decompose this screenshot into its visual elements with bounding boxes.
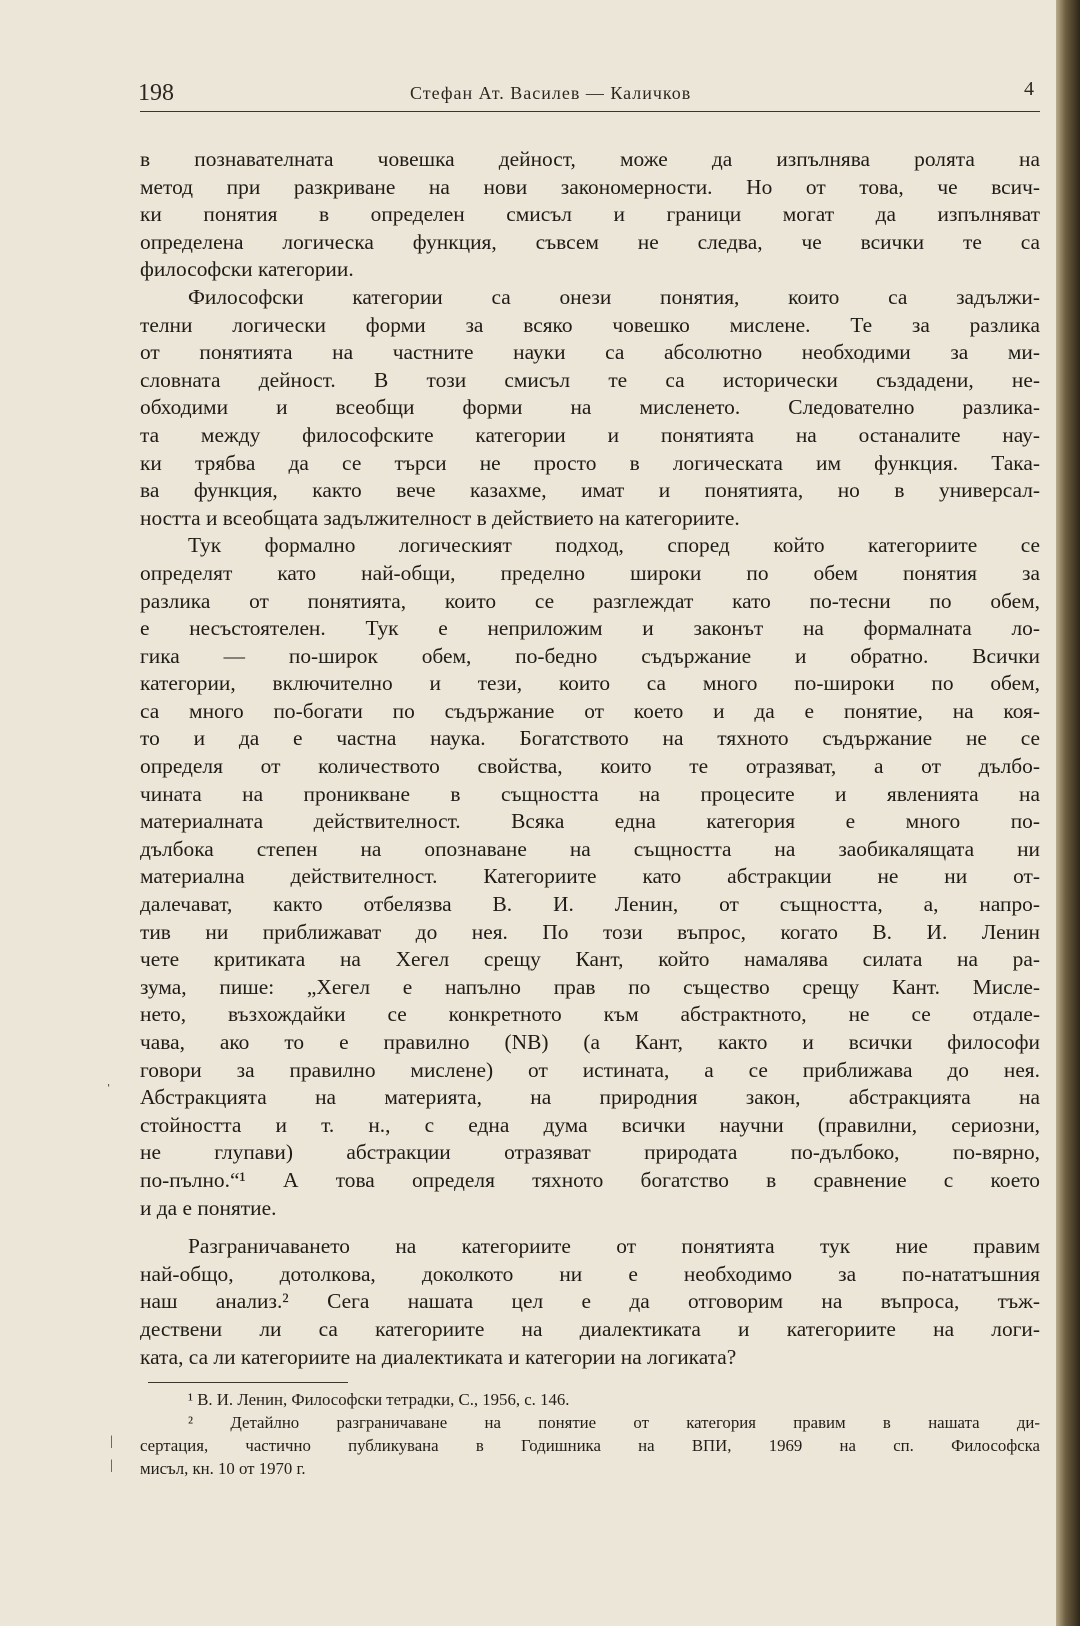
text-line: по-пълно.“¹ А това определя тяхното богатство в сравнение с което [140,1167,1040,1192]
footnote-rule [148,1382,348,1383]
margin-tick: ˈ [106,1082,112,1099]
paragraph-4 [140,1233,1040,1371]
paragraph-2 [140,284,1040,532]
page-number: 198 [138,80,174,106]
running-head: Стефан Ат. Василев — Каличков [410,83,692,103]
text-line: са много по-богати по съдържание от което и да е понятие, на коя- [140,698,1040,723]
footnote-1: ¹ В. И. Ленин, Философски тетрадки, С., 1956, с. 146. [188,1390,570,1409]
text-line: определена логическа функция, съвсем не следва, че всички те са [140,229,1040,254]
text-line: ки трябва да се търси не просто в логическата им функция. Така- [140,450,1040,475]
text-line: стойността и т. н., с една дума всички научни (правилни, сериозни, [140,1112,1040,1137]
text-line: най-общо, дотолкова, доколкото ни е необходимо за по-нататъшния [140,1261,1040,1286]
text-line: Тук формално логическият подход, според който категориите се [188,533,1040,558]
text-line: далечават, както отбелязва В. И. Ленин, от същността, а, напро- [140,892,1040,917]
text-line: ки понятия в определен смисъл и граници могат да изпълняват [140,202,1040,227]
text-line: определя от количеството свойства, които те отразяват, а от дълбо- [140,754,1040,779]
text-line: дествени ли са категориите на диалектиката и категориите на логи- [140,1316,1040,1341]
text-line: ва функция, както вече казахме, имат и понятията, но в универсал- [140,478,1040,503]
text-line: не глупави) абстракции отразяват природата по-дълбоко, по-вярно, [140,1140,1040,1165]
paragraph-3 [140,532,1040,1222]
text-line: материалната действителност. Всяка една категория е много по- [140,809,1040,834]
text-line: чете критиката на Хегел срещу Кант, който намалява силата на ра- [140,947,1040,972]
text-line: Философски категории са онези понятия, които са задължи- [188,284,1040,309]
footnote-2-line: ² Детайлно разграничаване на понятие от категория правим в нашата ди- [188,1413,1040,1432]
page-header [138,80,1038,110]
text-line: метод при разкриване на нови закономерности. Но от това, че всич- [140,174,1040,199]
footnote-2-line: сертация, частично публикувана в Годишника на ВПИ, 1969 на сп. Философска [140,1436,1040,1455]
text-line: гика — по-широк обем, по-бедно съдържание и обратно. Всички [140,643,1040,668]
text-line: словната дейност. В този смисъл те са исторически създадени, не- [140,367,1040,392]
text-line: чава, ако то е правилно (NB) (а Кант, както и всички философи [140,1030,1040,1054]
text-line: наш анализ.² Сега нашата цел е да отговорим на въпроса, тъж- [140,1289,1040,1314]
paragraph-1 [140,146,1040,284]
text-line: и да е понятие. [140,1195,277,1220]
text-line: ността и всеобщата задължителност в действието на категориите. [140,505,740,530]
text-line: философски категории. [140,257,354,282]
text-line: чината на проникване в същността на процесите и явленията на [140,781,1040,806]
header-rule [140,111,1040,112]
text-line: та между философските категории и понятията на останалите нау- [140,422,1040,447]
text-line: Абстракцията на материята, на природния закон, абстракцията на [140,1085,1040,1110]
text-line: ката, са ли категориите на диалектиката и категории на логиката? [140,1344,737,1369]
book-spine-shadow [1056,0,1080,1626]
text-line: в познавателната човешка дейност, може да изпълнява ролята на [140,147,1040,171]
text-line: то и да е частна наука. Богатството на тяхното съдържание не се [140,726,1040,751]
footnotes [140,1388,1040,1480]
header-mark: 4 [1024,78,1034,100]
text-line: определят като най-общи, пределно широки по обем понятия за [140,560,1040,585]
text-line: категории, включително и тези, които са много по-широки по обем, [140,671,1040,696]
text-line: дълбока степен на опознаване на същността на заобикалящата ни [140,836,1040,861]
text-line: от понятията на частните науки са абсолютно необходими за ми- [140,340,1040,365]
footnote-2-line: мисъл, кн. 10 от 1970 г. [140,1459,306,1478]
text-line: е несъстоятелен. Тук е неприложим и законът на формалната ло- [140,616,1040,641]
text-line: нето, възхождайки се конкретното към абстрактното, не се отдале- [140,1002,1040,1027]
text-line: материална действителност. Категориите като абстракции не ни от- [140,864,1040,889]
text-line: обходими и всеобщи форми на мисленето. Следователно разлика- [140,395,1040,420]
text-line: говори за правилно мислене) от истината, а се приближава до нея. [140,1057,1040,1082]
margin-tick: | [110,1434,113,1449]
text-line: Разграничаването на категориите от понятията тук ние правим [188,1234,1040,1259]
body-text [140,146,1040,1371]
text-line: зума, пише: „Хегел е напълно прав по същество срещу Кант. Мисле- [140,974,1040,999]
text-line: тив ни приближават до нея. По този въпрос, когато В. И. Ленин [140,919,1040,944]
text-line: разлика от понятията, които се разглеждат като по-тесни по обем, [140,588,1040,613]
text-line: телни логически форми за всяко човешко мислене. Те за разлика [140,312,1040,337]
margin-tick: | [110,1458,113,1473]
